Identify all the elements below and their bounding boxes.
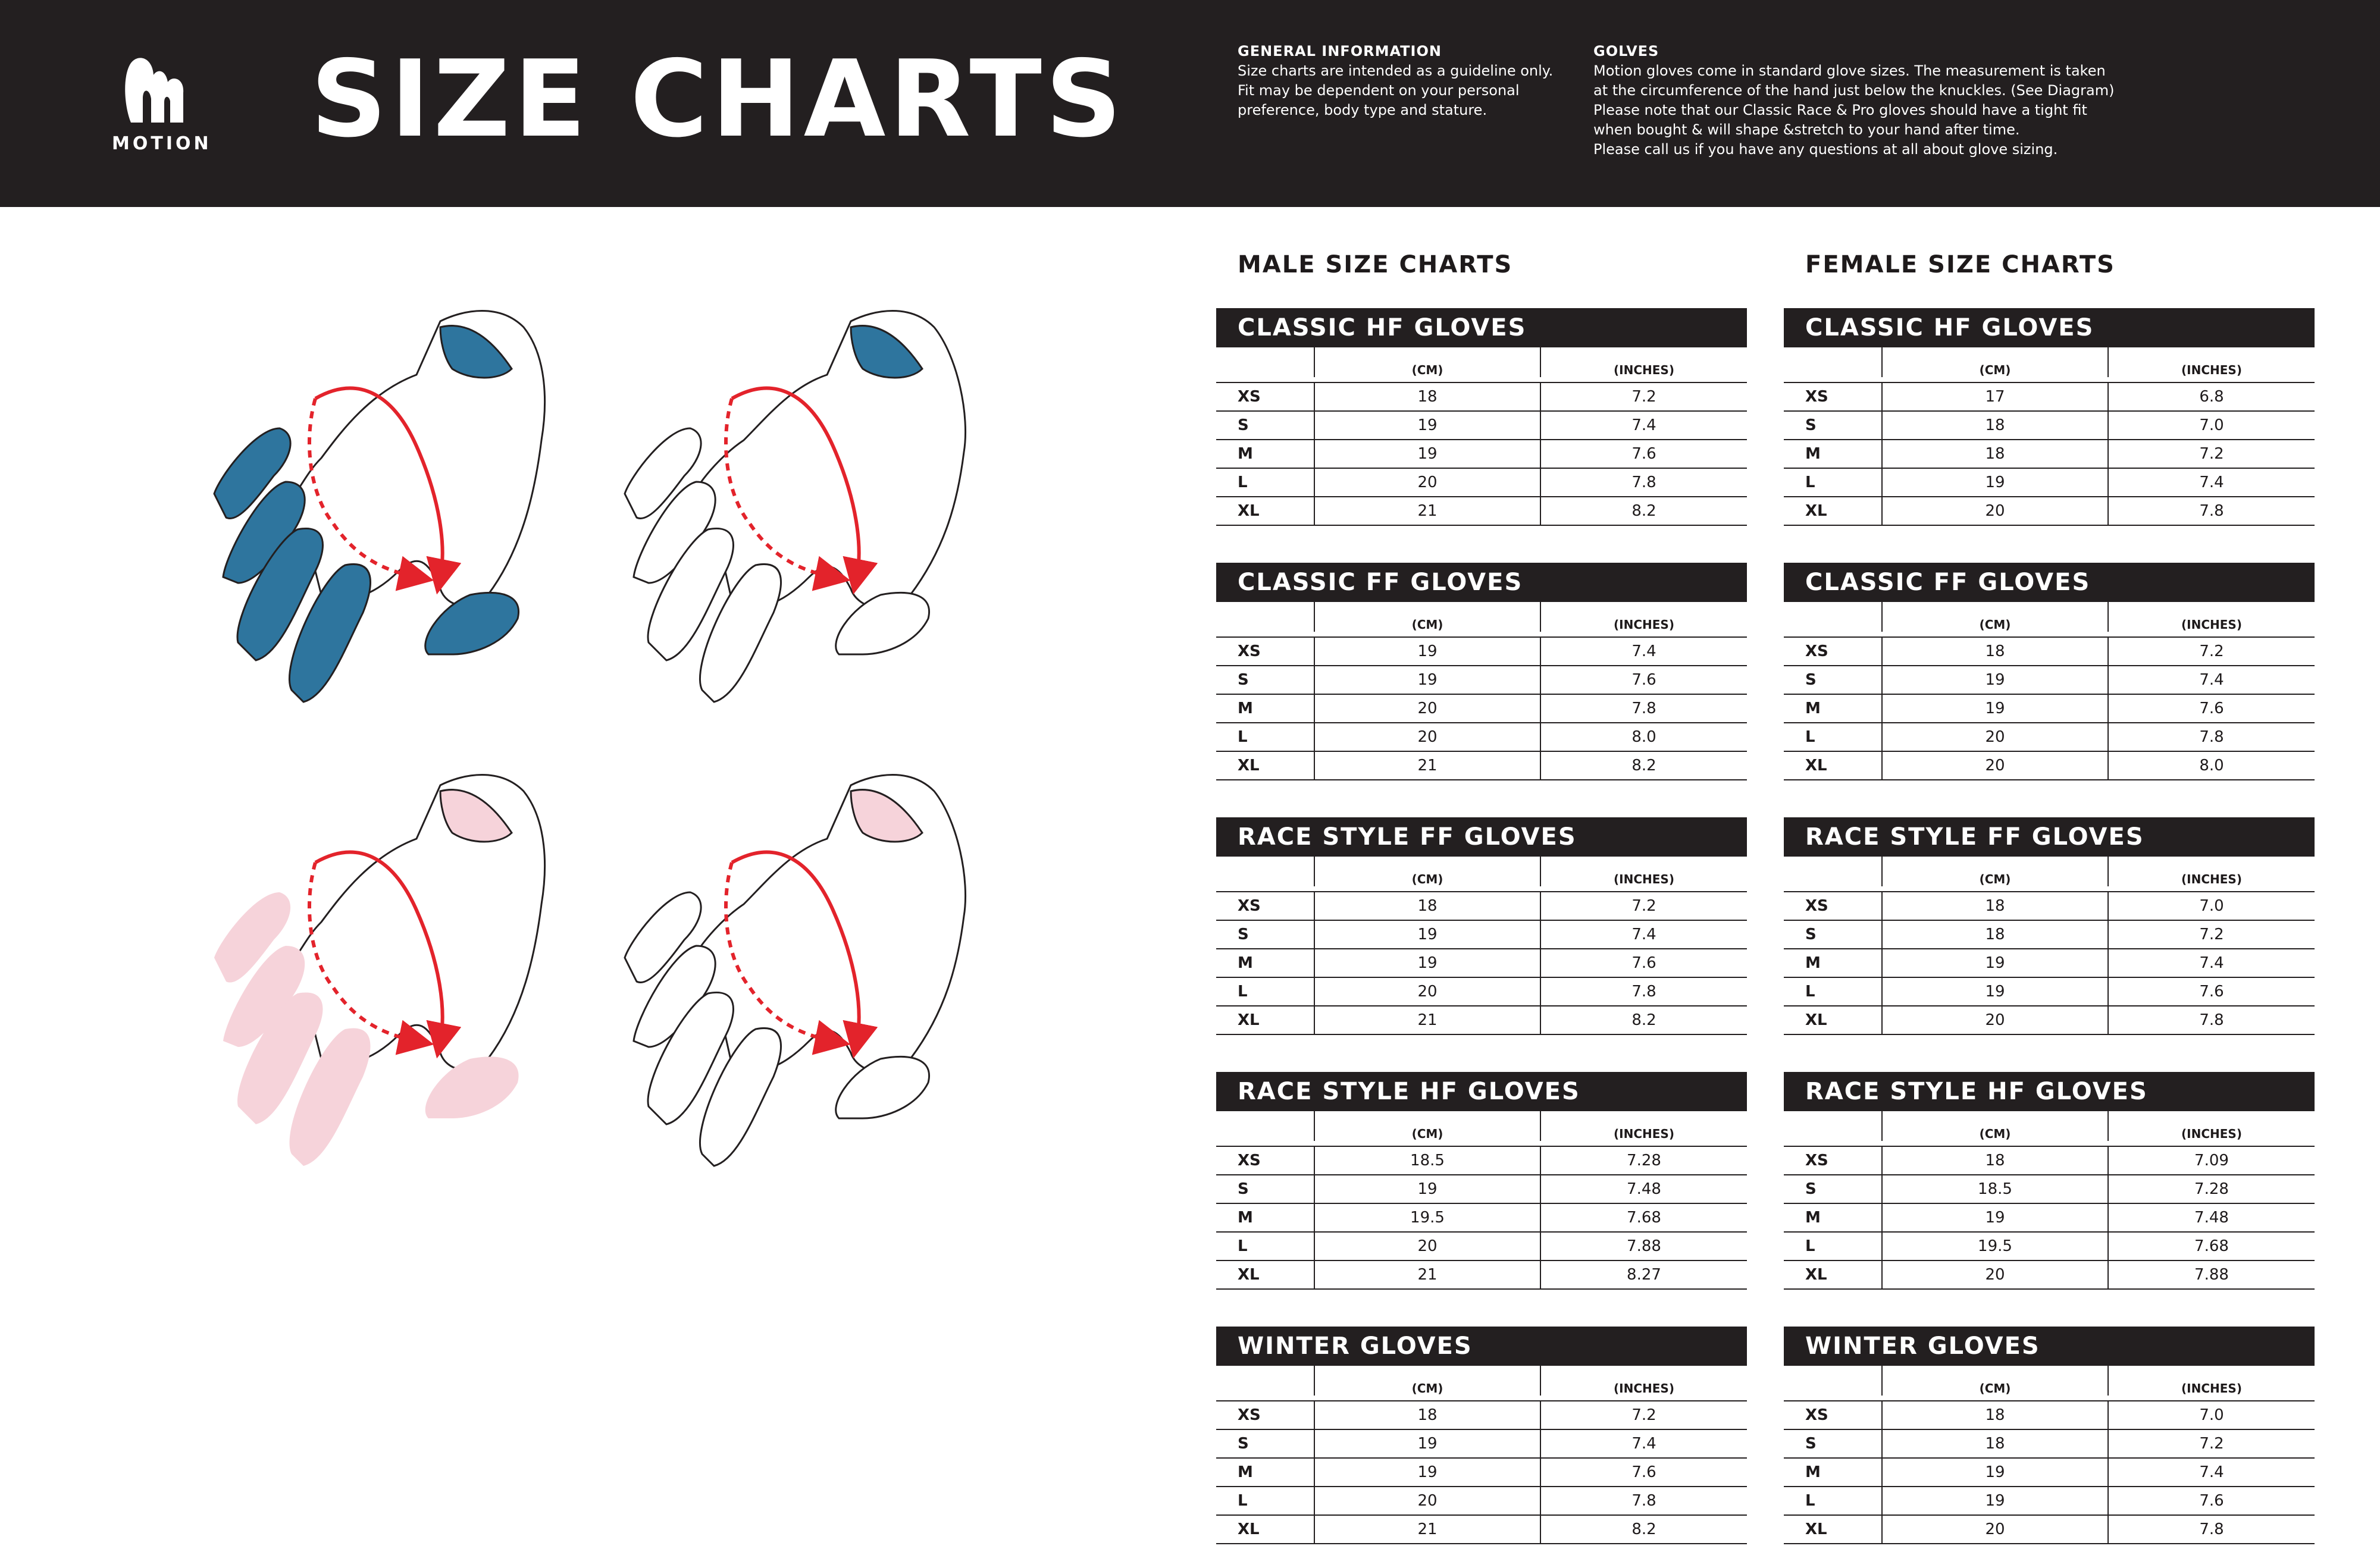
cm-cell: 21 bbox=[1314, 497, 1540, 525]
cm-cell: 18.5 bbox=[1881, 1175, 2107, 1203]
cm-cell: 18 bbox=[1881, 892, 2107, 920]
size-cell: S bbox=[1238, 1435, 1249, 1453]
inches-cell: 8.27 bbox=[1540, 1261, 1747, 1288]
inches-cell: 7.0 bbox=[2107, 892, 2315, 920]
size-cell: M bbox=[1238, 445, 1253, 463]
cm-column-header: (CM) bbox=[1314, 857, 1540, 886]
cm-cell: 20 bbox=[1314, 469, 1540, 496]
table-title: CLASSIC FF GLOVES bbox=[1216, 563, 1747, 602]
table-row bbox=[1784, 497, 2315, 526]
cm-cell: 18.5 bbox=[1314, 1147, 1540, 1174]
inches-cell: 7.6 bbox=[2107, 695, 2315, 722]
table-row bbox=[1216, 1261, 1747, 1290]
inches-cell: 7.88 bbox=[1540, 1233, 1747, 1260]
cm-column-header: (CM) bbox=[1881, 857, 2107, 886]
inches-cell: 7.6 bbox=[1540, 1459, 1747, 1486]
inches-cell: 7.8 bbox=[2107, 1006, 2315, 1034]
hand-back-blue bbox=[190, 297, 559, 714]
inches-cell: 7.6 bbox=[2107, 978, 2315, 1005]
cm-cell: 18 bbox=[1314, 892, 1540, 920]
brand-name: MOTION bbox=[112, 133, 212, 154]
table-row bbox=[1784, 949, 2315, 978]
inches-cell: 7.8 bbox=[2107, 1516, 2315, 1543]
size-cell: XL bbox=[1805, 1266, 1827, 1284]
table-row bbox=[1216, 892, 1747, 921]
inches-cell: 7.8 bbox=[1540, 695, 1747, 722]
header-band bbox=[0, 0, 2380, 207]
inches-cell: 6.8 bbox=[2107, 383, 2315, 410]
size-cell: XS bbox=[1238, 897, 1261, 915]
inches-cell: 7.8 bbox=[2107, 723, 2315, 751]
gloves-information-body: Motion gloves come in standard glove sizes. The measurement is taken at the circumference of the hand just below the knuckles. (See Diagram) Please note that our Classic Race & Pro gloves should have a tight fit when bought & will shape &stretch to your hand after time. Please call us if you have any questions at all about glove sizing. bbox=[1593, 62, 2115, 158]
cm-cell: 19 bbox=[1314, 949, 1540, 977]
size-cell: XS bbox=[1805, 642, 1828, 660]
inches-cell: 8.2 bbox=[1540, 752, 1747, 779]
cm-cell: 20 bbox=[1881, 723, 2107, 751]
size-cell: XS bbox=[1805, 1152, 1828, 1169]
inches-column-header: (INCHES) bbox=[1540, 857, 1747, 886]
size-column-header bbox=[1216, 347, 1314, 377]
inches-cell: 7.09 bbox=[2107, 1147, 2315, 1174]
cm-column-header: (CM) bbox=[1881, 1111, 2107, 1141]
male-size-table bbox=[1216, 817, 1747, 1035]
table-row bbox=[1216, 978, 1747, 1006]
cm-cell: 20 bbox=[1314, 1233, 1540, 1260]
inches-cell: 7.8 bbox=[1540, 1487, 1747, 1514]
male-size-table bbox=[1216, 308, 1747, 526]
cm-cell: 19 bbox=[1881, 666, 2107, 694]
inches-column-header: (INCHES) bbox=[1540, 1366, 1747, 1396]
table-unit-row bbox=[1784, 857, 2315, 892]
inches-cell: 7.2 bbox=[2107, 921, 2315, 948]
table-title: WINTER GLOVES bbox=[1216, 1327, 1747, 1366]
size-cell: XS bbox=[1238, 1406, 1261, 1424]
inches-cell: 7.48 bbox=[2107, 1204, 2315, 1231]
inches-cell: 7.4 bbox=[2107, 1459, 2315, 1486]
size-column-header bbox=[1216, 1111, 1314, 1141]
female-size-table bbox=[1784, 1072, 2315, 1290]
inches-cell: 7.2 bbox=[1540, 892, 1747, 920]
cm-cell: 20 bbox=[1881, 752, 2107, 779]
cm-cell: 19 bbox=[1314, 440, 1540, 468]
table-row bbox=[1784, 1401, 2315, 1430]
size-column-header bbox=[1216, 602, 1314, 632]
cm-cell: 19 bbox=[1881, 695, 2107, 722]
cm-cell: 20 bbox=[1314, 978, 1540, 1005]
table-row bbox=[1784, 921, 2315, 949]
cm-column-header: (CM) bbox=[1314, 1111, 1540, 1141]
table-row bbox=[1216, 723, 1747, 752]
size-column-header bbox=[1784, 1111, 1881, 1141]
inches-cell: 8.0 bbox=[1540, 723, 1747, 751]
table-title: CLASSIC FF GLOVES bbox=[1784, 563, 2315, 602]
table-row bbox=[1784, 666, 2315, 695]
cm-column-header: (CM) bbox=[1881, 347, 2107, 377]
female-size-table bbox=[1784, 563, 2315, 780]
inches-column-header: (INCHES) bbox=[2107, 1366, 2315, 1396]
inches-cell: 7.4 bbox=[2107, 949, 2315, 977]
table-title: RACE STYLE HF GLOVES bbox=[1216, 1072, 1747, 1111]
size-cell: L bbox=[1805, 1492, 1815, 1510]
size-cell: S bbox=[1238, 671, 1249, 689]
table-unit-row bbox=[1216, 602, 1747, 638]
cm-cell: 18 bbox=[1881, 1430, 2107, 1457]
inches-column-header: (INCHES) bbox=[2107, 347, 2315, 377]
size-cell: XL bbox=[1238, 1266, 1260, 1284]
table-row bbox=[1784, 1175, 2315, 1204]
cm-cell: 21 bbox=[1314, 1516, 1540, 1543]
male-size-charts-heading: MALE SIZE CHARTS bbox=[1238, 251, 1513, 278]
table-row bbox=[1784, 1430, 2315, 1459]
inches-cell: 7.6 bbox=[1540, 666, 1747, 694]
cm-cell: 19 bbox=[1881, 1459, 2107, 1486]
size-cell: L bbox=[1805, 983, 1815, 1001]
inches-cell: 7.4 bbox=[2107, 469, 2315, 496]
table-unit-row bbox=[1216, 1366, 1747, 1401]
table-unit-row bbox=[1784, 347, 2315, 383]
cm-cell: 18 bbox=[1314, 1401, 1540, 1429]
female-size-charts-heading: FEMALE SIZE CHARTS bbox=[1805, 251, 2115, 278]
cm-cell: 21 bbox=[1314, 1261, 1540, 1288]
male-size-table bbox=[1216, 563, 1747, 780]
size-cell: XL bbox=[1238, 1011, 1260, 1029]
gloves-information bbox=[1593, 42, 2177, 159]
cm-cell: 18 bbox=[1881, 412, 2107, 439]
cm-cell: 18 bbox=[1881, 638, 2107, 665]
size-cell: L bbox=[1238, 474, 1248, 491]
inches-column-header: (INCHES) bbox=[1540, 347, 1747, 377]
table-unit-row bbox=[1216, 347, 1747, 383]
size-cell: S bbox=[1805, 1435, 1817, 1453]
cm-cell: 20 bbox=[1881, 1516, 2107, 1543]
inches-cell: 7.68 bbox=[1540, 1204, 1747, 1231]
hand-palm-blue bbox=[601, 297, 970, 714]
size-cell: M bbox=[1238, 700, 1253, 717]
table-row bbox=[1784, 1516, 2315, 1544]
inches-cell: 7.4 bbox=[1540, 412, 1747, 439]
inches-cell: 7.6 bbox=[1540, 440, 1747, 468]
inches-cell: 7.6 bbox=[2107, 1487, 2315, 1514]
table-title: CLASSIC HF GLOVES bbox=[1784, 308, 2315, 347]
table-row bbox=[1216, 1006, 1747, 1035]
size-column-header bbox=[1784, 857, 1881, 886]
size-column-header bbox=[1216, 1366, 1314, 1396]
cm-cell: 18 bbox=[1881, 1147, 2107, 1174]
table-title: RACE STYLE FF GLOVES bbox=[1784, 817, 2315, 857]
inches-cell: 7.48 bbox=[1540, 1175, 1747, 1203]
cm-cell: 19 bbox=[1881, 978, 2107, 1005]
cm-column-header: (CM) bbox=[1881, 1366, 2107, 1396]
table-row bbox=[1784, 695, 2315, 723]
inches-cell: 7.88 bbox=[2107, 1261, 2315, 1288]
table-row bbox=[1216, 383, 1747, 412]
cm-cell: 18 bbox=[1314, 383, 1540, 410]
cm-cell: 19 bbox=[1881, 1204, 2107, 1231]
table-title: CLASSIC HF GLOVES bbox=[1216, 308, 1747, 347]
inches-cell: 7.8 bbox=[1540, 469, 1747, 496]
size-cell: M bbox=[1805, 445, 1821, 463]
table-row bbox=[1784, 1006, 2315, 1035]
size-cell: XS bbox=[1805, 897, 1828, 915]
table-row bbox=[1784, 638, 2315, 666]
inches-cell: 7.4 bbox=[1540, 1430, 1747, 1457]
size-cell: L bbox=[1805, 1237, 1815, 1255]
cm-cell: 19.5 bbox=[1881, 1233, 2107, 1260]
size-cell: XL bbox=[1238, 1520, 1260, 1538]
table-row bbox=[1216, 695, 1747, 723]
table-row bbox=[1784, 723, 2315, 752]
table-title: RACE STYLE HF GLOVES bbox=[1784, 1072, 2315, 1111]
size-cell: S bbox=[1805, 1180, 1817, 1198]
cm-cell: 17 bbox=[1881, 383, 2107, 410]
size-column-header bbox=[1784, 1366, 1881, 1396]
size-cell: M bbox=[1238, 954, 1253, 972]
size-cell: S bbox=[1238, 926, 1249, 943]
inches-cell: 7.28 bbox=[2107, 1175, 2315, 1203]
inches-cell: 8.2 bbox=[1540, 497, 1747, 525]
inches-cell: 7.8 bbox=[2107, 497, 2315, 525]
size-cell: XL bbox=[1805, 502, 1827, 520]
cm-cell: 19 bbox=[1881, 949, 2107, 977]
table-row bbox=[1216, 497, 1747, 526]
table-row bbox=[1784, 1147, 2315, 1175]
cm-cell: 19 bbox=[1314, 1459, 1540, 1486]
table-unit-row bbox=[1216, 1111, 1747, 1147]
cm-cell: 20 bbox=[1881, 497, 2107, 525]
motion-logo-icon bbox=[118, 51, 195, 128]
cm-cell: 20 bbox=[1314, 1487, 1540, 1514]
table-row bbox=[1216, 752, 1747, 780]
table-row bbox=[1216, 638, 1747, 666]
cm-cell: 19 bbox=[1314, 921, 1540, 948]
table-row bbox=[1784, 752, 2315, 780]
size-cell: XS bbox=[1805, 1406, 1828, 1424]
size-cell: L bbox=[1238, 1237, 1248, 1255]
cm-column-header: (CM) bbox=[1314, 1366, 1540, 1396]
inches-cell: 7.0 bbox=[2107, 1401, 2315, 1429]
inches-cell: 7.2 bbox=[1540, 1401, 1747, 1429]
inches-cell: 7.68 bbox=[2107, 1233, 2315, 1260]
inches-cell: 7.4 bbox=[1540, 921, 1747, 948]
size-cell: XL bbox=[1238, 502, 1260, 520]
cm-cell: 19 bbox=[1881, 1487, 2107, 1514]
table-row bbox=[1216, 1233, 1747, 1261]
size-cell: M bbox=[1805, 700, 1821, 717]
general-information-heading: GENERAL INFORMATION bbox=[1238, 43, 1442, 59]
table-unit-row bbox=[1784, 1366, 2315, 1401]
inches-cell: 7.28 bbox=[1540, 1147, 1747, 1174]
inches-cell: 8.2 bbox=[1540, 1006, 1747, 1034]
table-row bbox=[1216, 412, 1747, 440]
cm-cell: 19 bbox=[1881, 469, 2107, 496]
size-cell: S bbox=[1805, 926, 1817, 943]
size-cell: S bbox=[1805, 671, 1817, 689]
table-row bbox=[1784, 1487, 2315, 1516]
hand-palm-pink bbox=[601, 761, 970, 1178]
size-cell: XS bbox=[1238, 388, 1261, 406]
brand-logo bbox=[112, 51, 212, 158]
male-size-table bbox=[1216, 1072, 1747, 1290]
cm-cell: 21 bbox=[1314, 1006, 1540, 1034]
cm-cell: 19 bbox=[1314, 638, 1540, 665]
size-cell: L bbox=[1238, 1492, 1248, 1510]
page-title: SIZE CHARTS bbox=[311, 37, 1126, 161]
size-cell: M bbox=[1238, 1463, 1253, 1481]
table-row bbox=[1784, 469, 2315, 497]
female-size-table bbox=[1784, 308, 2315, 526]
table-row bbox=[1216, 1516, 1747, 1544]
cm-cell: 21 bbox=[1314, 752, 1540, 779]
size-cell: XS bbox=[1805, 388, 1828, 406]
inches-column-header: (INCHES) bbox=[1540, 1111, 1747, 1141]
table-unit-row bbox=[1784, 602, 2315, 638]
size-cell: XL bbox=[1238, 757, 1260, 774]
inches-column-header: (INCHES) bbox=[2107, 1111, 2315, 1141]
table-row bbox=[1216, 666, 1747, 695]
cm-cell: 20 bbox=[1314, 723, 1540, 751]
size-cell: M bbox=[1805, 954, 1821, 972]
inches-column-header: (INCHES) bbox=[2107, 857, 2315, 886]
table-row bbox=[1784, 1261, 2315, 1290]
table-row bbox=[1216, 1147, 1747, 1175]
table-row bbox=[1216, 1487, 1747, 1516]
general-information-body: Size charts are intended as a guideline only. Fit may be dependent on your personal preference, body type and stature. bbox=[1238, 62, 1554, 118]
table-unit-row bbox=[1216, 857, 1747, 892]
cm-cell: 20 bbox=[1314, 695, 1540, 722]
size-cell: L bbox=[1238, 983, 1248, 1001]
table-row bbox=[1784, 1204, 2315, 1233]
table-row bbox=[1216, 921, 1747, 949]
table-row bbox=[1216, 469, 1747, 497]
table-row bbox=[1784, 1233, 2315, 1261]
table-row bbox=[1216, 1459, 1747, 1487]
size-cell: M bbox=[1805, 1209, 1821, 1227]
size-cell: XS bbox=[1238, 642, 1261, 660]
table-row bbox=[1784, 383, 2315, 412]
gloves-information-heading: GOLVES bbox=[1593, 43, 1659, 59]
size-cell: M bbox=[1805, 1463, 1821, 1481]
table-row bbox=[1216, 1175, 1747, 1204]
table-row bbox=[1784, 892, 2315, 921]
table-title: WINTER GLOVES bbox=[1784, 1327, 2315, 1366]
inches-cell: 8.0 bbox=[2107, 752, 2315, 779]
size-column-header bbox=[1784, 602, 1881, 632]
inches-cell: 7.2 bbox=[2107, 440, 2315, 468]
male-size-table bbox=[1216, 1327, 1747, 1544]
inches-cell: 8.2 bbox=[1540, 1516, 1747, 1543]
cm-column-header: (CM) bbox=[1314, 602, 1540, 632]
hand-back-pink bbox=[190, 761, 559, 1178]
size-cell: L bbox=[1805, 474, 1815, 491]
size-cell: L bbox=[1238, 728, 1248, 746]
size-cell: L bbox=[1805, 728, 1815, 746]
table-row bbox=[1216, 1430, 1747, 1459]
female-size-table bbox=[1784, 817, 2315, 1035]
cm-cell: 19 bbox=[1314, 412, 1540, 439]
cm-column-header: (CM) bbox=[1314, 347, 1540, 377]
size-cell: M bbox=[1238, 1209, 1253, 1227]
inches-column-header: (INCHES) bbox=[2107, 602, 2315, 632]
table-row bbox=[1216, 1204, 1747, 1233]
size-cell: S bbox=[1238, 416, 1249, 434]
size-column-header bbox=[1784, 347, 1881, 377]
cm-cell: 18 bbox=[1881, 1401, 2107, 1429]
general-information bbox=[1238, 42, 1583, 120]
cm-cell: 20 bbox=[1881, 1261, 2107, 1288]
cm-cell: 20 bbox=[1881, 1006, 2107, 1034]
cm-cell: 19 bbox=[1314, 666, 1540, 694]
table-row bbox=[1216, 440, 1747, 469]
cm-column-header: (CM) bbox=[1881, 602, 2107, 632]
inches-cell: 7.8 bbox=[1540, 978, 1747, 1005]
inches-cell: 7.6 bbox=[1540, 949, 1747, 977]
inches-column-header: (INCHES) bbox=[1540, 602, 1747, 632]
table-row bbox=[1216, 1401, 1747, 1430]
cm-cell: 19 bbox=[1314, 1175, 1540, 1203]
inches-cell: 7.2 bbox=[2107, 638, 2315, 665]
cm-cell: 19.5 bbox=[1314, 1204, 1540, 1231]
inches-cell: 7.4 bbox=[2107, 666, 2315, 694]
inches-cell: 7.2 bbox=[1540, 383, 1747, 410]
size-cell: XL bbox=[1805, 1011, 1827, 1029]
size-cell: XL bbox=[1805, 757, 1827, 774]
size-cell: S bbox=[1805, 416, 1817, 434]
table-row bbox=[1784, 978, 2315, 1006]
size-column-header bbox=[1216, 857, 1314, 886]
size-cell: XL bbox=[1805, 1520, 1827, 1538]
size-cell: XS bbox=[1238, 1152, 1261, 1169]
cm-cell: 18 bbox=[1881, 921, 2107, 948]
female-size-table bbox=[1784, 1327, 2315, 1544]
size-cell: S bbox=[1238, 1180, 1249, 1198]
table-unit-row bbox=[1784, 1111, 2315, 1147]
inches-cell: 7.0 bbox=[2107, 412, 2315, 439]
table-title: RACE STYLE FF GLOVES bbox=[1216, 817, 1747, 857]
table-row bbox=[1784, 412, 2315, 440]
table-row bbox=[1784, 440, 2315, 469]
inches-cell: 7.4 bbox=[1540, 638, 1747, 665]
cm-cell: 19 bbox=[1314, 1430, 1540, 1457]
inches-cell: 7.2 bbox=[2107, 1430, 2315, 1457]
cm-cell: 18 bbox=[1881, 440, 2107, 468]
table-row bbox=[1784, 1459, 2315, 1487]
table-row bbox=[1216, 949, 1747, 978]
